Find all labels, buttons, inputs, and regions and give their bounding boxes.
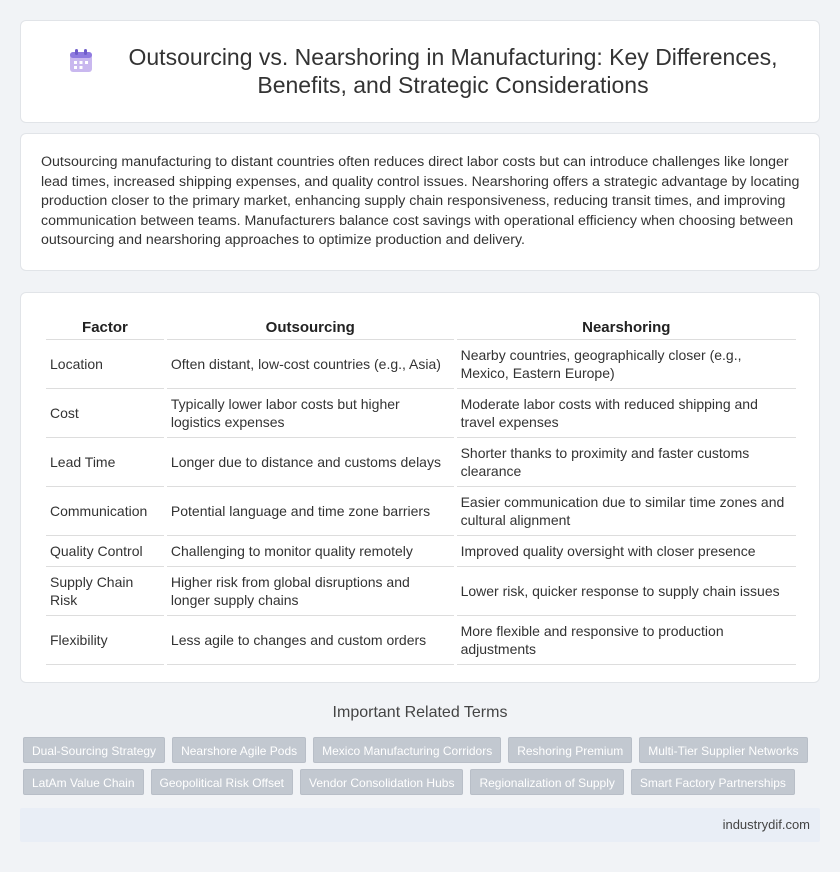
outsourcing-cell: Challenging to monitor quality remotely bbox=[167, 536, 454, 567]
related-tags-row-2 bbox=[23, 769, 823, 795]
intro-card bbox=[20, 133, 820, 271]
nearshoring-cell: Easier communication due to similar time zones and cultural alignment bbox=[457, 487, 796, 536]
table-row bbox=[46, 389, 796, 438]
outsourcing-cell: Potential language and time zone barriers bbox=[167, 487, 454, 536]
table-row bbox=[46, 340, 796, 389]
related-tag[interactable]: Nearshore Agile Pods bbox=[172, 737, 306, 763]
table-row bbox=[46, 536, 796, 567]
nearshoring-cell: Lower risk, quicker response to supply chain issues bbox=[457, 567, 796, 616]
related-tag[interactable]: Geopolitical Risk Offset bbox=[151, 769, 294, 795]
related-tag[interactable]: Mexico Manufacturing Corridors bbox=[313, 737, 501, 763]
outsourcing-cell: Longer due to distance and customs delays bbox=[167, 438, 454, 487]
page-title: Outsourcing vs. Nearshoring in Manufacturing: Key Differences, Benefits, and Strategic Considerations bbox=[128, 44, 778, 98]
outsourcing-cell: Typically lower labor costs but higher logistics expenses bbox=[167, 389, 454, 438]
factor-cell: Quality Control bbox=[46, 536, 164, 567]
nearshoring-cell: Improved quality oversight with closer presence bbox=[457, 536, 796, 567]
table-header-row bbox=[46, 314, 796, 340]
related-tag[interactable]: Multi-Tier Supplier Networks bbox=[639, 737, 807, 763]
table-row bbox=[46, 438, 796, 487]
table-row bbox=[46, 487, 796, 536]
related-tag[interactable]: Dual-Sourcing Strategy bbox=[23, 737, 165, 763]
outsourcing-cell: Less agile to changes and custom orders bbox=[167, 616, 454, 665]
outsourcing-cell: Higher risk from global disruptions and longer supply chains bbox=[167, 567, 454, 616]
factor-cell: Lead Time bbox=[46, 438, 164, 487]
related-tags-row-1 bbox=[23, 737, 823, 763]
related-terms-heading: Important Related Terms bbox=[332, 704, 508, 721]
nearshoring-cell: Shorter thanks to proximity and faster customs clearance bbox=[457, 438, 796, 487]
comparison-table bbox=[43, 314, 799, 665]
comparison-card bbox=[20, 292, 820, 683]
related-tag[interactable]: Smart Factory Partnerships bbox=[631, 769, 795, 795]
header-card bbox=[20, 20, 820, 123]
outsourcing-cell: Often distant, low-cost countries (e.g., Asia) bbox=[167, 340, 454, 389]
nearshoring-cell: More flexible and responsive to production adjustments bbox=[457, 616, 796, 665]
nearshoring-cell: Nearby countries, geographically closer (e.g., Mexico, Eastern Europe) bbox=[457, 340, 796, 389]
related-tag[interactable]: Reshoring Premium bbox=[508, 737, 632, 763]
factor-cell: Communication bbox=[46, 487, 164, 536]
column-header-factor: Factor bbox=[46, 314, 164, 340]
footer bbox=[20, 808, 820, 842]
footer-site-link[interactable]: industrydif.com bbox=[722, 817, 810, 832]
column-header-nearshoring: Nearshoring bbox=[457, 314, 796, 340]
related-tag[interactable]: Regionalization of Supply bbox=[470, 769, 623, 795]
related-tag[interactable]: Vendor Consolidation Hubs bbox=[300, 769, 463, 795]
factor-cell: Supply Chain Risk bbox=[46, 567, 164, 616]
factor-cell: Cost bbox=[46, 389, 164, 438]
factor-cell: Location bbox=[46, 340, 164, 389]
calendar-icon bbox=[67, 47, 95, 75]
table-row bbox=[46, 616, 796, 665]
intro-paragraph: Outsourcing manufacturing to distant countries often reduces direct labor costs but can introduce challenges like longer lead times, increased shipping expenses, and quality control issues. Nearshoring offers a strategic advantage by locating production closer to the primary market, enhancing supply chain responsiveness, reducing transit times, and improving communication between teams. Manufacturers balance cost savings with operational efficiency when choosing between outsourcing and nearshoring approaches to optimize production and delivery. bbox=[41, 154, 800, 249]
column-header-outsourcing: Outsourcing bbox=[167, 314, 454, 340]
factor-cell: Flexibility bbox=[46, 616, 164, 665]
table-row bbox=[46, 567, 796, 616]
related-tag[interactable]: LatAm Value Chain bbox=[23, 769, 144, 795]
nearshoring-cell: Moderate labor costs with reduced shipping and travel expenses bbox=[457, 389, 796, 438]
